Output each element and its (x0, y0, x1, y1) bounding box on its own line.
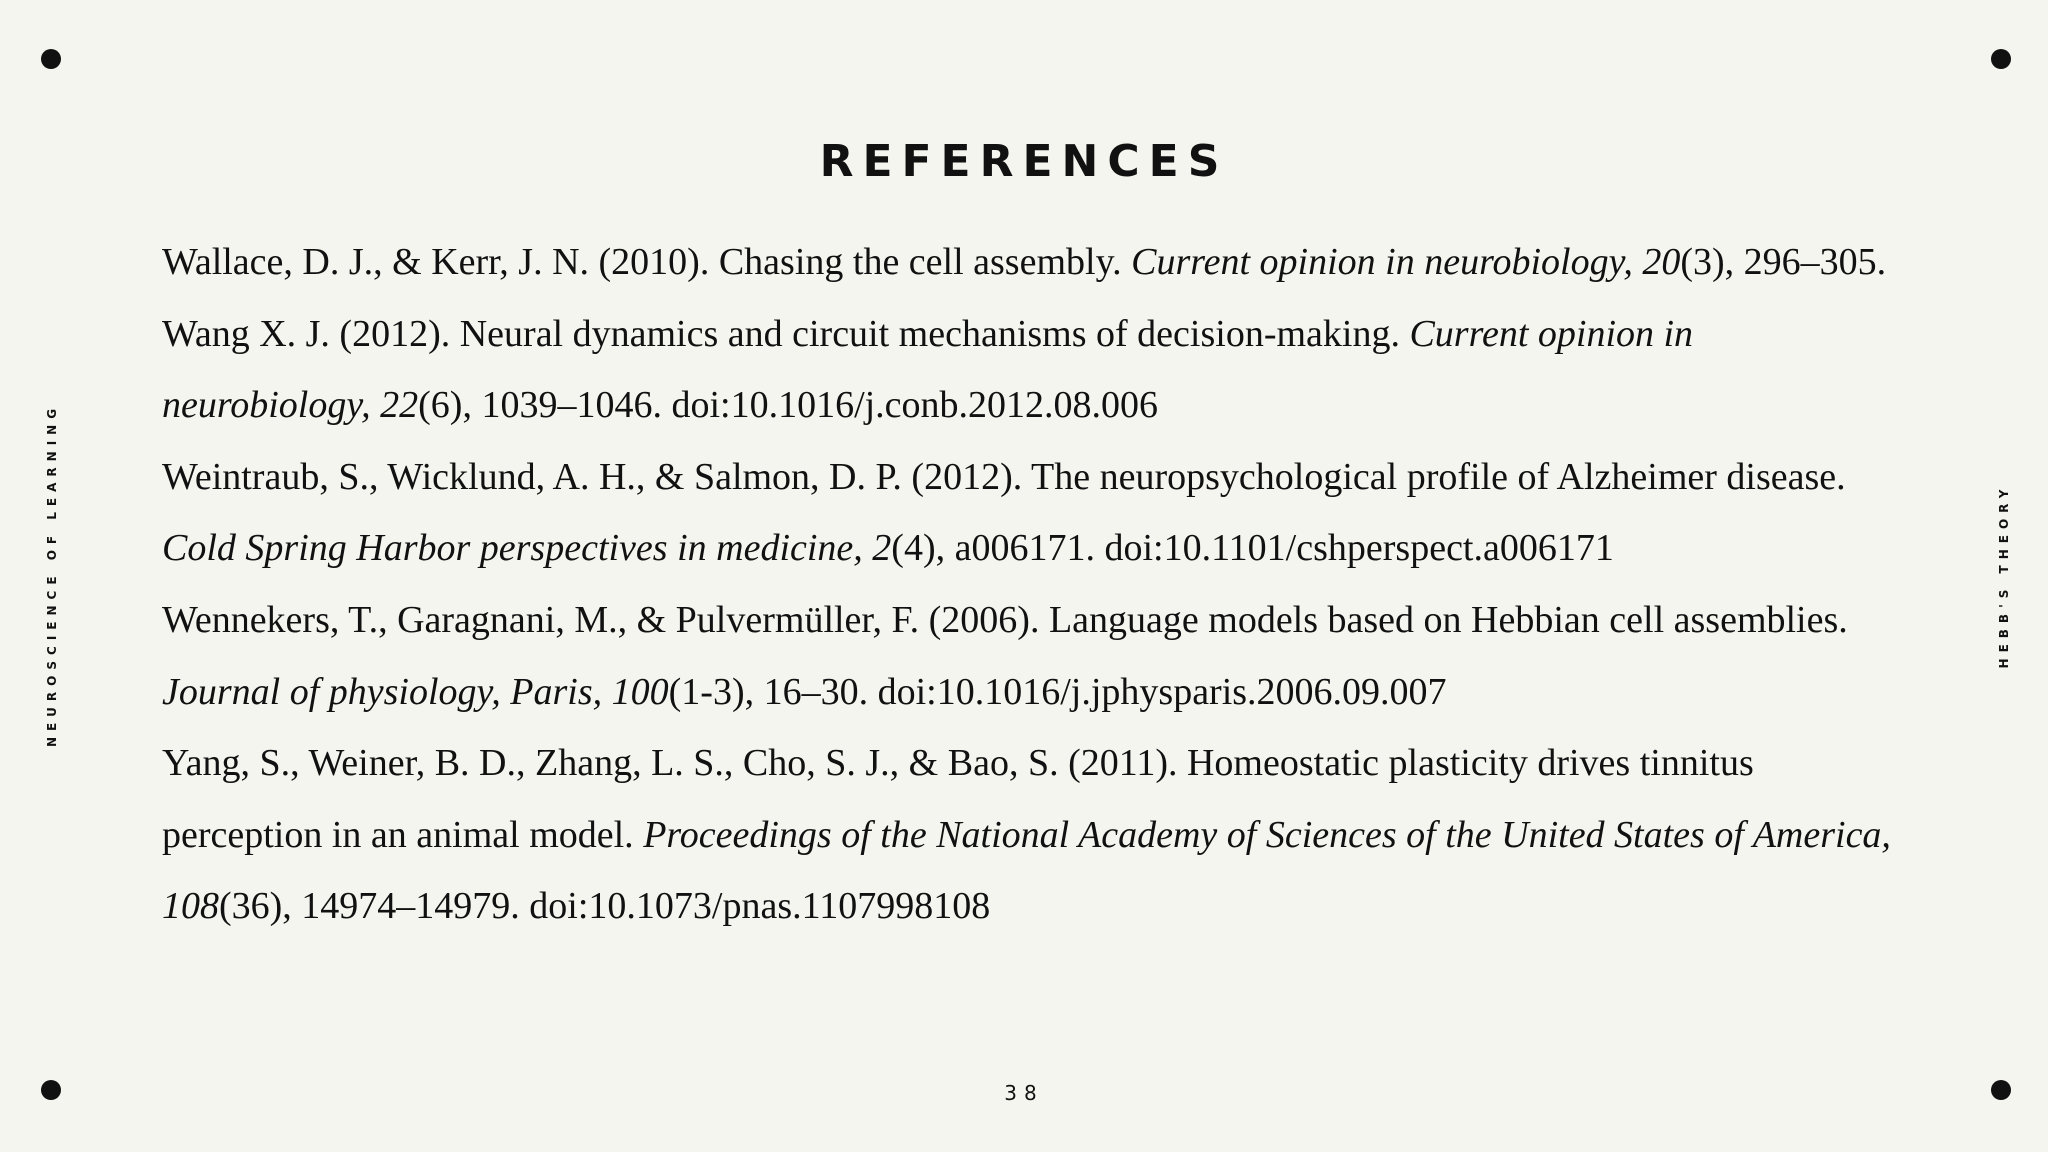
reference-details: (3), 296–305. (1680, 241, 1887, 283)
reference-list (162, 227, 1902, 943)
reference-item (162, 442, 1902, 585)
side-label-left: NEUROSCIENCE OF LEARNING (45, 402, 59, 748)
reference-item (162, 585, 1902, 728)
reference-details: (4), a006171. doi:10.1101/cshperspect.a006171 (891, 527, 1614, 570)
reference-source: Proceedings of the National Academy of Sciences of the United States of America, 108 (162, 813, 1891, 928)
reference-text: Yang, S., Weiner, B. D., Zhang, L. S., Cho, S. J., & Bao, S. (2011). Homeostatic plasticity drives tinnitus perception in an animal model. (162, 742, 1754, 856)
reference-text: Wang X. J. (2012). Neural dynamics and circuit mechanisms of decision-making. (162, 312, 1410, 355)
reference-item (162, 728, 1902, 943)
page-title: REFERENCES (819, 136, 1229, 187)
reference-text: Weintraub, S., Wicklund, A. H., & Salmon, D. P. (2012). The neuropsychological profile of Alzheimer disease. (162, 455, 1846, 498)
reference-details: (6), 1039–1046. doi:10.1016/j.conb.2012.08.006 (418, 384, 1159, 427)
reference-source: Cold Spring Harbor perspectives in medicine, 2 (162, 527, 892, 570)
reference-text: Wallace, D. J., & Kerr, J. N. (2010). Chasing the cell assembly. (162, 241, 1132, 283)
corner-dot-top-left (41, 49, 61, 69)
side-label-right: HEBB'S THEORY (1997, 483, 2011, 669)
reference-item (162, 227, 1902, 299)
corner-dot-top-right (1991, 49, 2011, 69)
reference-source: Current opinion in neurobiology, 22 (162, 312, 1694, 427)
reference-source: Current opinion in neurobiology, 20 (1131, 241, 1681, 283)
reference-details: (1-3), 16–30. doi:10.1016/j.jphysparis.2006.09.007 (668, 670, 1447, 713)
page-number: 38 (1004, 1081, 1044, 1105)
reference-source: Journal of physiology, Paris, 100 (162, 670, 669, 713)
reference-item (162, 299, 1902, 442)
reference-details: (36), 14974–14979. doi:10.1073/pnas.1107998108 (219, 885, 991, 928)
reference-text: Wennekers, T., Garagnani, M., & Pulvermüller, F. (2006). Language models based on Hebbian cell assemblies. (162, 598, 1848, 641)
